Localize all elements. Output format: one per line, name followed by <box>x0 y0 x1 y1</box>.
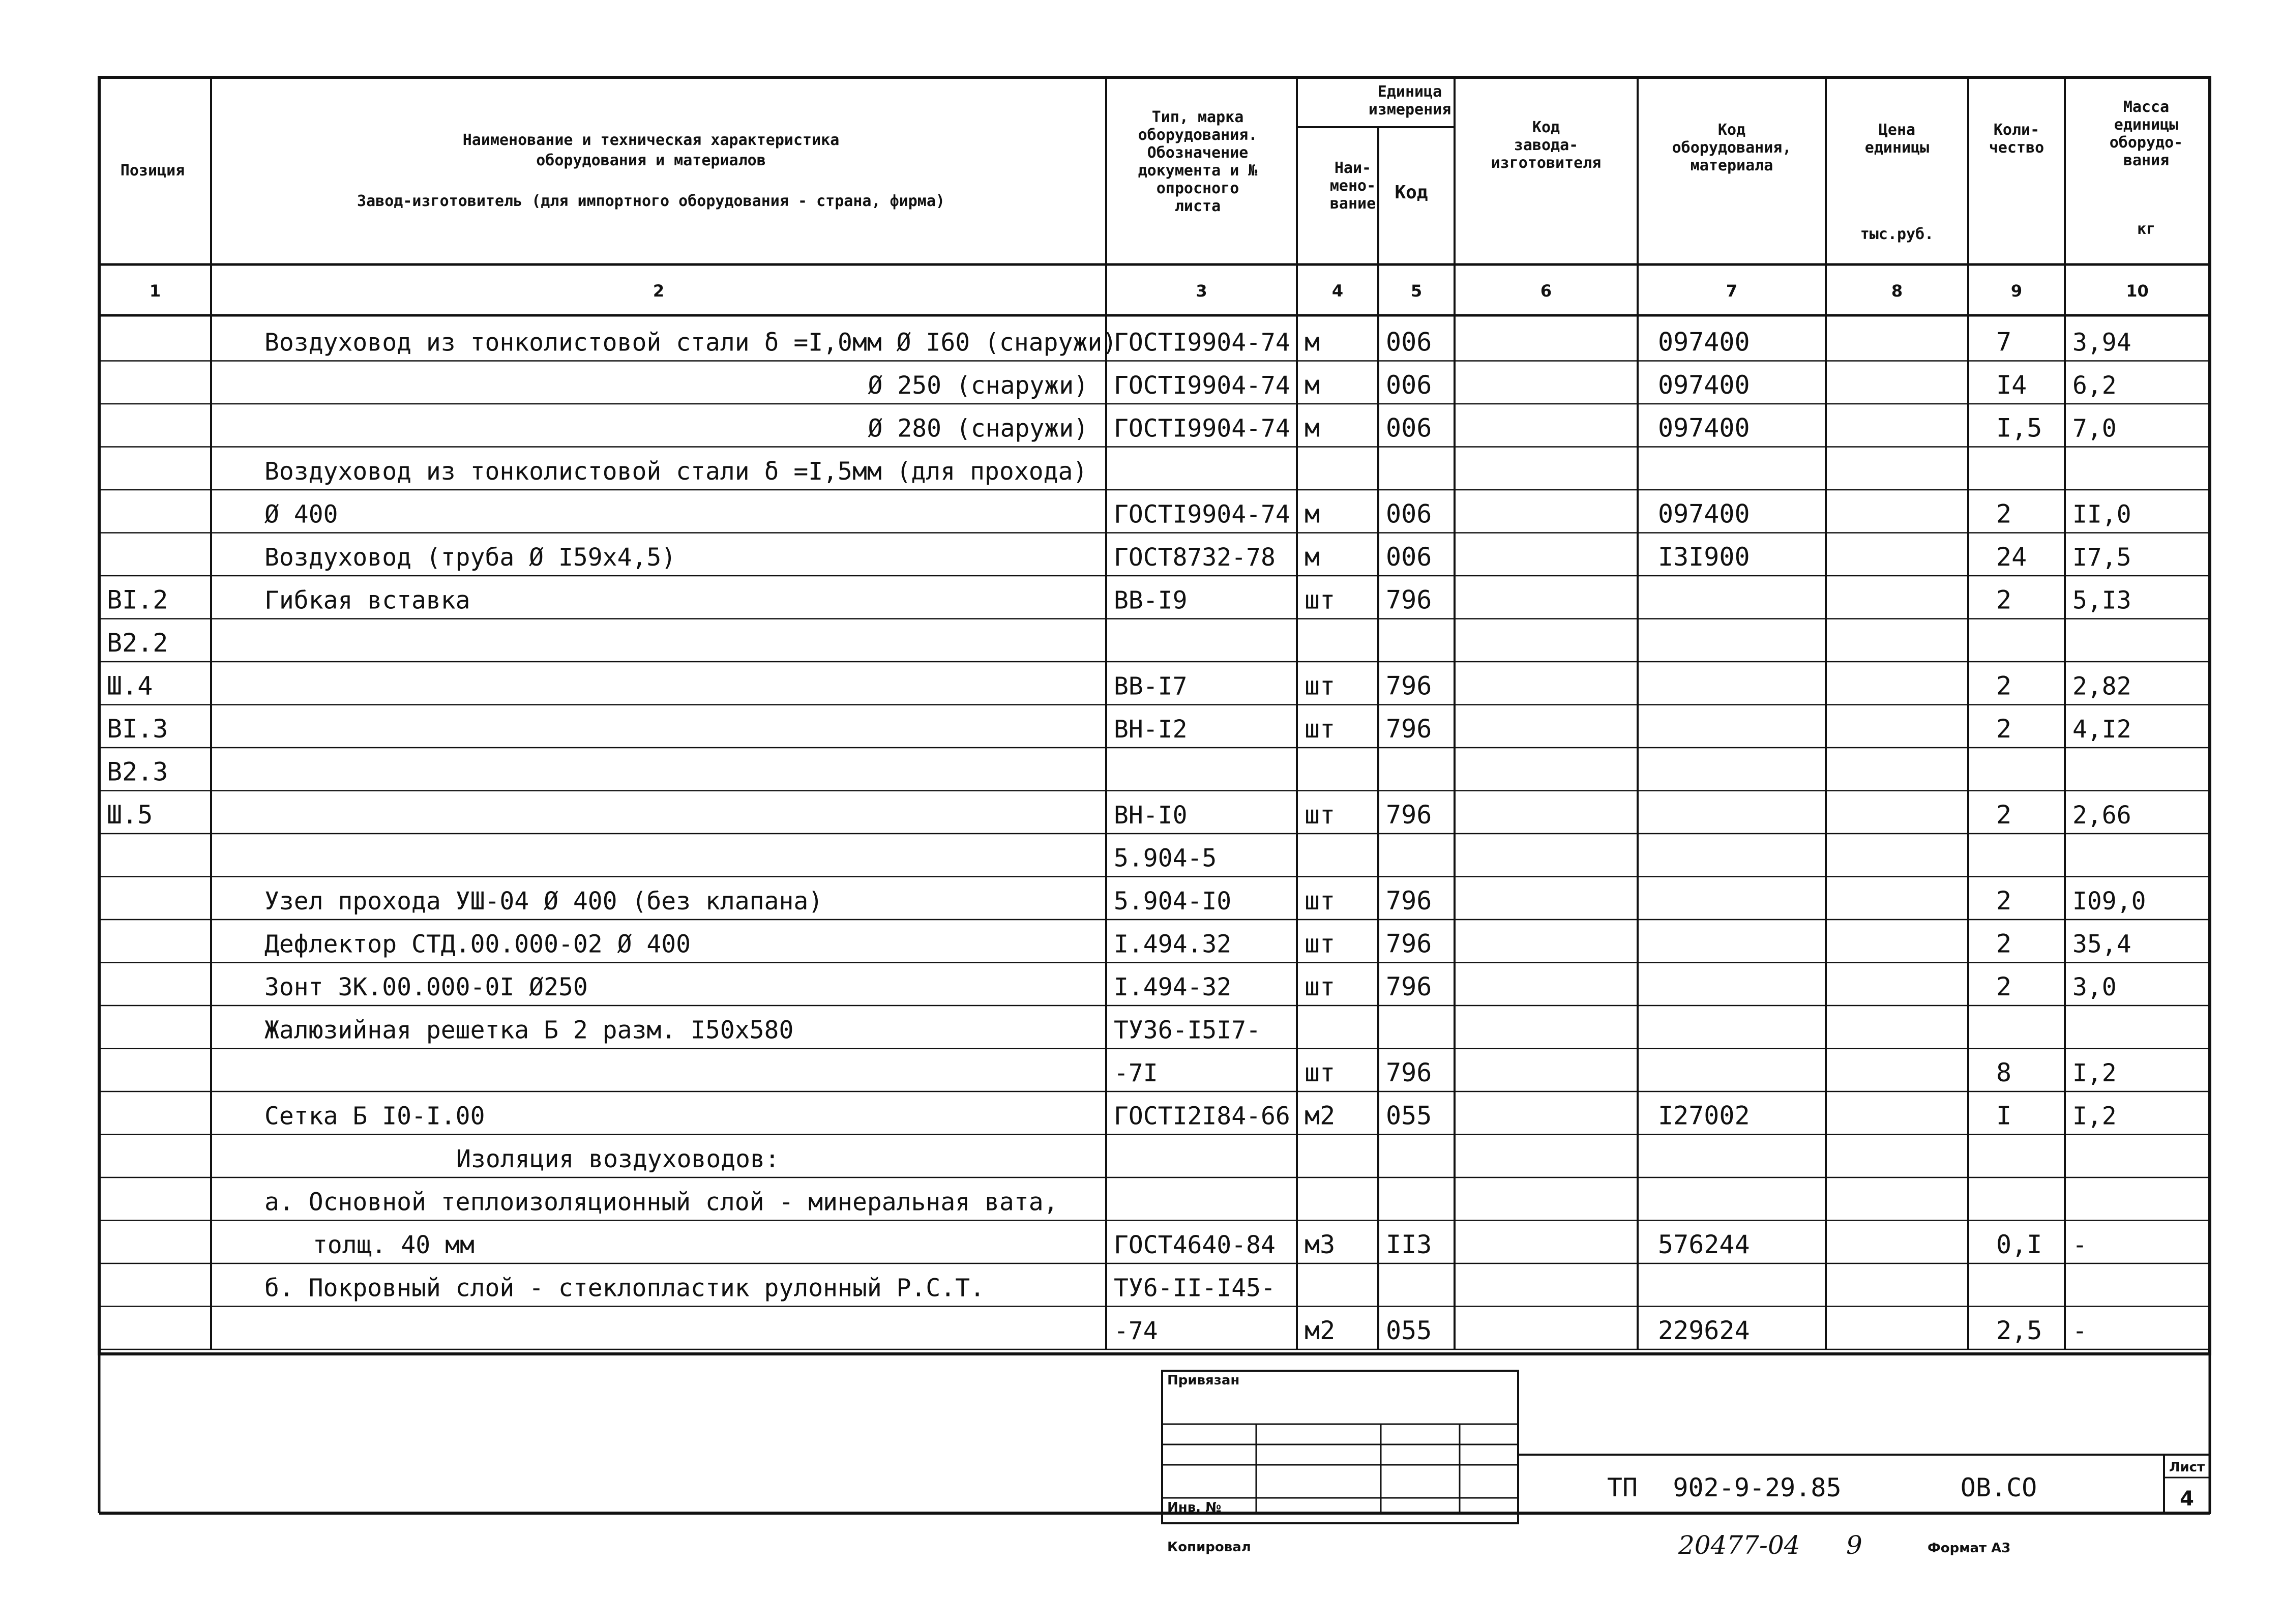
cell-position: B2.3 <box>107 757 168 787</box>
title-block <box>1162 1371 2210 1560</box>
column-number: 8 <box>1891 281 1903 301</box>
header-name-line2: оборудования и материалов <box>536 152 766 169</box>
cell-mass: I7,5 <box>2072 543 2131 572</box>
cell-unit-name: м <box>1305 542 1320 572</box>
cell-type: ГОСТ4640-84 <box>1114 1231 1276 1259</box>
cell-position: Ш.4 <box>107 671 153 701</box>
header-price-line2: единицы <box>1864 139 1930 157</box>
cell-quantity: 24 <box>1996 542 2027 572</box>
cell-unit-code: 006 <box>1386 327 1432 357</box>
sheet-label: Лист <box>2169 1460 2205 1475</box>
privyazan-label: Привязан <box>1167 1373 1240 1388</box>
cell-type: -7I <box>1114 1059 1158 1087</box>
column-number: 6 <box>1540 281 1552 301</box>
cell-quantity: 7 <box>1996 327 2012 357</box>
column-number: 5 <box>1410 281 1422 301</box>
cell-name: Ø 400 <box>264 500 338 529</box>
cell-unit-code: 055 <box>1386 1101 1432 1131</box>
table-body <box>107 328 2146 1346</box>
column-number: 4 <box>1331 281 1344 301</box>
cell-unit-code: 796 <box>1386 1058 1432 1087</box>
cell-unit-name: м <box>1305 499 1320 529</box>
cell-unit-name: м2 <box>1305 1101 1336 1131</box>
header-name-line1: Наименование и техническая характеристика <box>462 131 840 149</box>
table-row <box>868 414 2117 443</box>
header-name-line3: Завод-изготовитель (для импортного оборудования - страна, фирма) <box>357 192 945 210</box>
header-price-line1: Цена <box>1878 121 1916 139</box>
column-number: 1 <box>149 281 161 301</box>
table-grid <box>99 77 2210 1349</box>
table-row <box>1114 1058 2117 1087</box>
cell-unit-name: м2 <box>1305 1316 1336 1345</box>
cell-quantity: 2,5 <box>1996 1316 2042 1345</box>
cell-name: Ø 280 (снаружи) <box>868 414 1088 443</box>
cell-material-code: 097400 <box>1658 413 1750 443</box>
cell-unit-code: 796 <box>1386 972 1432 1001</box>
table-row <box>264 1188 1058 1217</box>
cell-quantity: 2 <box>1996 585 2012 615</box>
header-matcode-line2: оборудования, <box>1672 139 1792 157</box>
cell-type: ВВ-I7 <box>1114 672 1188 701</box>
cell-unit-code: 006 <box>1386 413 1432 443</box>
cell-quantity: 2 <box>1996 714 2012 744</box>
cell-unit-code: 006 <box>1386 499 1432 529</box>
header-unit-line2: измерения <box>1368 101 1451 119</box>
cell-unit-code: 006 <box>1386 370 1432 400</box>
header-plant-line3: изготовителя <box>1491 154 1602 172</box>
archive-number: 20477-04 <box>1678 1530 1800 1560</box>
cell-mass: 7,0 <box>2072 414 2117 443</box>
cell-type: ВН-I0 <box>1114 801 1188 830</box>
table-row <box>107 671 2131 701</box>
header-unitname-line1: Наи- <box>1334 159 1372 177</box>
table-row <box>107 585 2131 615</box>
header-price-unit: тыс.руб. <box>1860 225 1934 243</box>
header-type-line6: листа <box>1174 197 1221 215</box>
cell-type: ТУ6-II-I45- <box>1114 1274 1276 1303</box>
cell-unit-name: шт <box>1305 972 1336 1001</box>
cell-name: Зонт ЗК.00.000-0I Ø250 <box>264 973 588 1001</box>
table-row <box>264 972 2117 1001</box>
table-row <box>264 886 2146 916</box>
header-mass-line3: оборудо- <box>2109 134 2183 152</box>
cell-mass: 35,4 <box>2072 930 2131 959</box>
cell-unit-name: м3 <box>1305 1230 1336 1259</box>
column-number: 10 <box>2126 281 2149 301</box>
cell-name: Узел прохода УШ-04 Ø 400 (без клапана) <box>264 887 823 916</box>
cell-type: ГОСТI2I84-66 <box>1114 1102 1290 1131</box>
cell-mass: 3,94 <box>2072 328 2131 357</box>
cell-type: ГОСТI9904-74 <box>1114 328 1290 357</box>
header-qty-line1: Коли- <box>1993 121 2040 139</box>
header-mass-line4: вания <box>2123 152 2170 169</box>
cell-mass: I09,0 <box>2072 887 2146 916</box>
header-matcode-line3: материала <box>1690 157 1773 174</box>
cell-mass: - <box>2072 1231 2087 1259</box>
column-number: 3 <box>1196 281 1207 301</box>
cell-type: ВН-I2 <box>1114 715 1188 744</box>
tp-label: ТП <box>1607 1473 1638 1502</box>
cell-position: BI.3 <box>107 714 168 744</box>
header-position: Позиция <box>120 162 185 180</box>
table-row <box>868 370 2117 400</box>
column-number: 7 <box>1726 281 1738 301</box>
table-row <box>264 542 2131 572</box>
table-row <box>264 457 1087 486</box>
cell-unit-name: м <box>1305 327 1320 357</box>
cell-mass: 2,82 <box>2072 672 2131 701</box>
cell-unit-name: шт <box>1305 929 1336 959</box>
cell-position: Ш.5 <box>107 800 153 830</box>
cell-unit-name: м <box>1305 370 1320 400</box>
header-type-line5: опросного <box>1156 180 1239 197</box>
cell-type: I.494.32 <box>1114 930 1232 959</box>
cell-mass: II,0 <box>2072 500 2131 529</box>
cell-type: ГОСТI9904-74 <box>1114 371 1290 400</box>
cell-mass: 6,2 <box>2072 371 2117 400</box>
cell-unit-name: шт <box>1305 714 1336 744</box>
cell-unit-name: шт <box>1305 1058 1336 1087</box>
cell-quantity: 0,I <box>1996 1230 2042 1259</box>
cell-unit-code: 055 <box>1386 1316 1432 1345</box>
cell-mass: I,2 <box>2072 1059 2117 1087</box>
cell-name: а. Основной теплоизоляционный слой - минеральная вата, <box>264 1188 1058 1217</box>
format-label: Формат А3 <box>1928 1541 2011 1556</box>
sheet-number: 4 <box>2180 1487 2194 1511</box>
cell-position: BI.2 <box>107 585 168 615</box>
cell-quantity: 2 <box>1996 972 2012 1001</box>
cell-unit-name: шт <box>1305 671 1336 701</box>
table-row <box>264 1274 1276 1303</box>
header-qty-line2: чество <box>1989 139 2044 157</box>
cell-mass: 2,66 <box>2072 801 2131 830</box>
cell-unit-name: шт <box>1305 886 1336 916</box>
cell-name: Жалюзийная решетка Б 2 разм. I50x580 <box>264 1016 794 1045</box>
cell-material-code: 576244 <box>1658 1230 1750 1259</box>
header-plant-line2: завода- <box>1514 136 1579 154</box>
cell-position: B2.2 <box>107 628 168 658</box>
cell-name: Ø 250 (снаружи) <box>868 371 1088 400</box>
cell-mass: 5,I3 <box>2072 586 2131 615</box>
header-unitname-line3: вание <box>1329 195 1376 213</box>
cell-mass: - <box>2072 1317 2087 1345</box>
table-row <box>107 757 168 787</box>
cell-type: I.494-32 <box>1114 973 1232 1001</box>
cell-type: -74 <box>1114 1317 1158 1345</box>
table-row <box>107 800 2131 830</box>
header-unitname-line2: мено- <box>1329 177 1376 195</box>
header-matcode-line1: Код <box>1717 121 1746 139</box>
header-unit-line1: Единица <box>1377 83 1442 101</box>
cell-unit-code: 796 <box>1386 800 1432 830</box>
table-row <box>264 929 2131 959</box>
table-row <box>264 499 2131 529</box>
cell-quantity: 2 <box>1996 671 2012 701</box>
cell-quantity: 2 <box>1996 929 2012 959</box>
header-plant-line1: Код <box>1532 119 1560 136</box>
cell-name: Изоляция воздуховодов: <box>456 1145 780 1173</box>
cell-mass: 4,I2 <box>2072 715 2131 744</box>
cell-type: ГОСТI9904-74 <box>1114 500 1290 529</box>
table-row <box>456 1145 780 1173</box>
table-row <box>1114 844 1217 873</box>
cell-mass: I,2 <box>2072 1102 2117 1131</box>
cell-quantity: 8 <box>1996 1058 2012 1087</box>
cell-type: ГОСТ8732-78 <box>1114 543 1276 572</box>
table-header <box>121 83 2183 243</box>
cell-type: ВВ-I9 <box>1114 586 1188 615</box>
cell-material-code: 097400 <box>1658 327 1750 357</box>
cell-material-code: 097400 <box>1658 370 1750 400</box>
header-type-line4: документа и № <box>1138 162 1258 180</box>
archive-sub: 9 <box>1846 1530 1862 1560</box>
cell-quantity: I <box>1996 1101 2012 1131</box>
header-unitcode: Код <box>1395 182 1428 203</box>
cell-name: толщ. 40 мм <box>313 1231 475 1259</box>
cell-unit-code: 796 <box>1386 886 1432 916</box>
header-mass-unit: кг <box>2137 220 2156 238</box>
cell-name: Сетка Б I0-I.00 <box>264 1102 485 1131</box>
cell-name: Воздуховод из тонколистовой стали δ =I,5мм (для прохода) <box>264 457 1088 486</box>
cell-quantity: 2 <box>1996 886 2012 916</box>
inv-label: Инв. № <box>1167 1500 1222 1515</box>
column-number-row <box>150 281 2149 301</box>
cell-type: ТУ36-I5I7- <box>1114 1016 1261 1045</box>
cell-unit-code: 796 <box>1386 714 1432 744</box>
cell-name: Гибкая вставка <box>264 586 470 615</box>
cell-type: ГОСТI9904-74 <box>1114 414 1290 443</box>
cell-name: б. Покровный слой - стеклопластик рулонный Р.С.Т. <box>264 1274 985 1303</box>
table-row <box>313 1230 2087 1259</box>
cell-quantity: I4 <box>1996 370 2027 400</box>
cell-quantity: 2 <box>1996 800 2012 830</box>
cell-unit-code: 006 <box>1386 542 1432 572</box>
header-type-line3: Обозначение <box>1147 144 1249 162</box>
cell-material-code: 097400 <box>1658 499 1750 529</box>
header-type-line2: оборудования. <box>1138 126 1258 144</box>
doc-code: 902-9-29.85 <box>1673 1473 1842 1502</box>
cell-name: Воздуховод (труба Ø I59x4,5) <box>264 543 676 572</box>
cell-material-code: 229624 <box>1658 1316 1750 1345</box>
header-type-line1: Тип, марка <box>1151 108 1244 126</box>
table-row <box>107 714 2131 744</box>
table-row <box>1114 1316 2087 1345</box>
copied-label: Копировал <box>1167 1540 1251 1555</box>
header-mass-line2: единицы <box>2114 116 2179 134</box>
table-row <box>264 1101 2117 1131</box>
cell-unit-code: 796 <box>1386 671 1432 701</box>
cell-material-code: I3I900 <box>1658 542 1750 572</box>
cell-name: Воздуховод из тонколистовой стали δ =I,0мм Ø I60 (снаружи) <box>264 328 1117 357</box>
cell-type: 5.904-I0 <box>1114 887 1232 916</box>
cell-unit-name: м <box>1305 413 1320 443</box>
section-code: ОВ.СО <box>1960 1473 2037 1502</box>
cell-unit-name: шт <box>1305 585 1336 615</box>
table-row <box>107 628 168 658</box>
cell-material-code: I27002 <box>1658 1101 1750 1131</box>
cell-mass: 3,0 <box>2072 973 2117 1001</box>
cell-quantity: I,5 <box>1996 413 2042 443</box>
cell-name: Дефлектор СТД.00.000-02 Ø 400 <box>264 930 691 959</box>
cell-unit-code: 796 <box>1386 585 1432 615</box>
header-mass-line1: Масса <box>2123 98 2170 116</box>
cell-unit-code: II3 <box>1386 1230 1432 1259</box>
cell-unit-code: 796 <box>1386 929 1432 959</box>
column-number: 9 <box>2010 281 2023 301</box>
table-row <box>264 1016 1261 1045</box>
table-row <box>264 328 2131 357</box>
column-number: 2 <box>653 281 665 301</box>
cell-unit-name: шт <box>1305 800 1336 830</box>
cell-type: 5.904-5 <box>1114 844 1217 873</box>
cell-quantity: 2 <box>1996 499 2012 529</box>
